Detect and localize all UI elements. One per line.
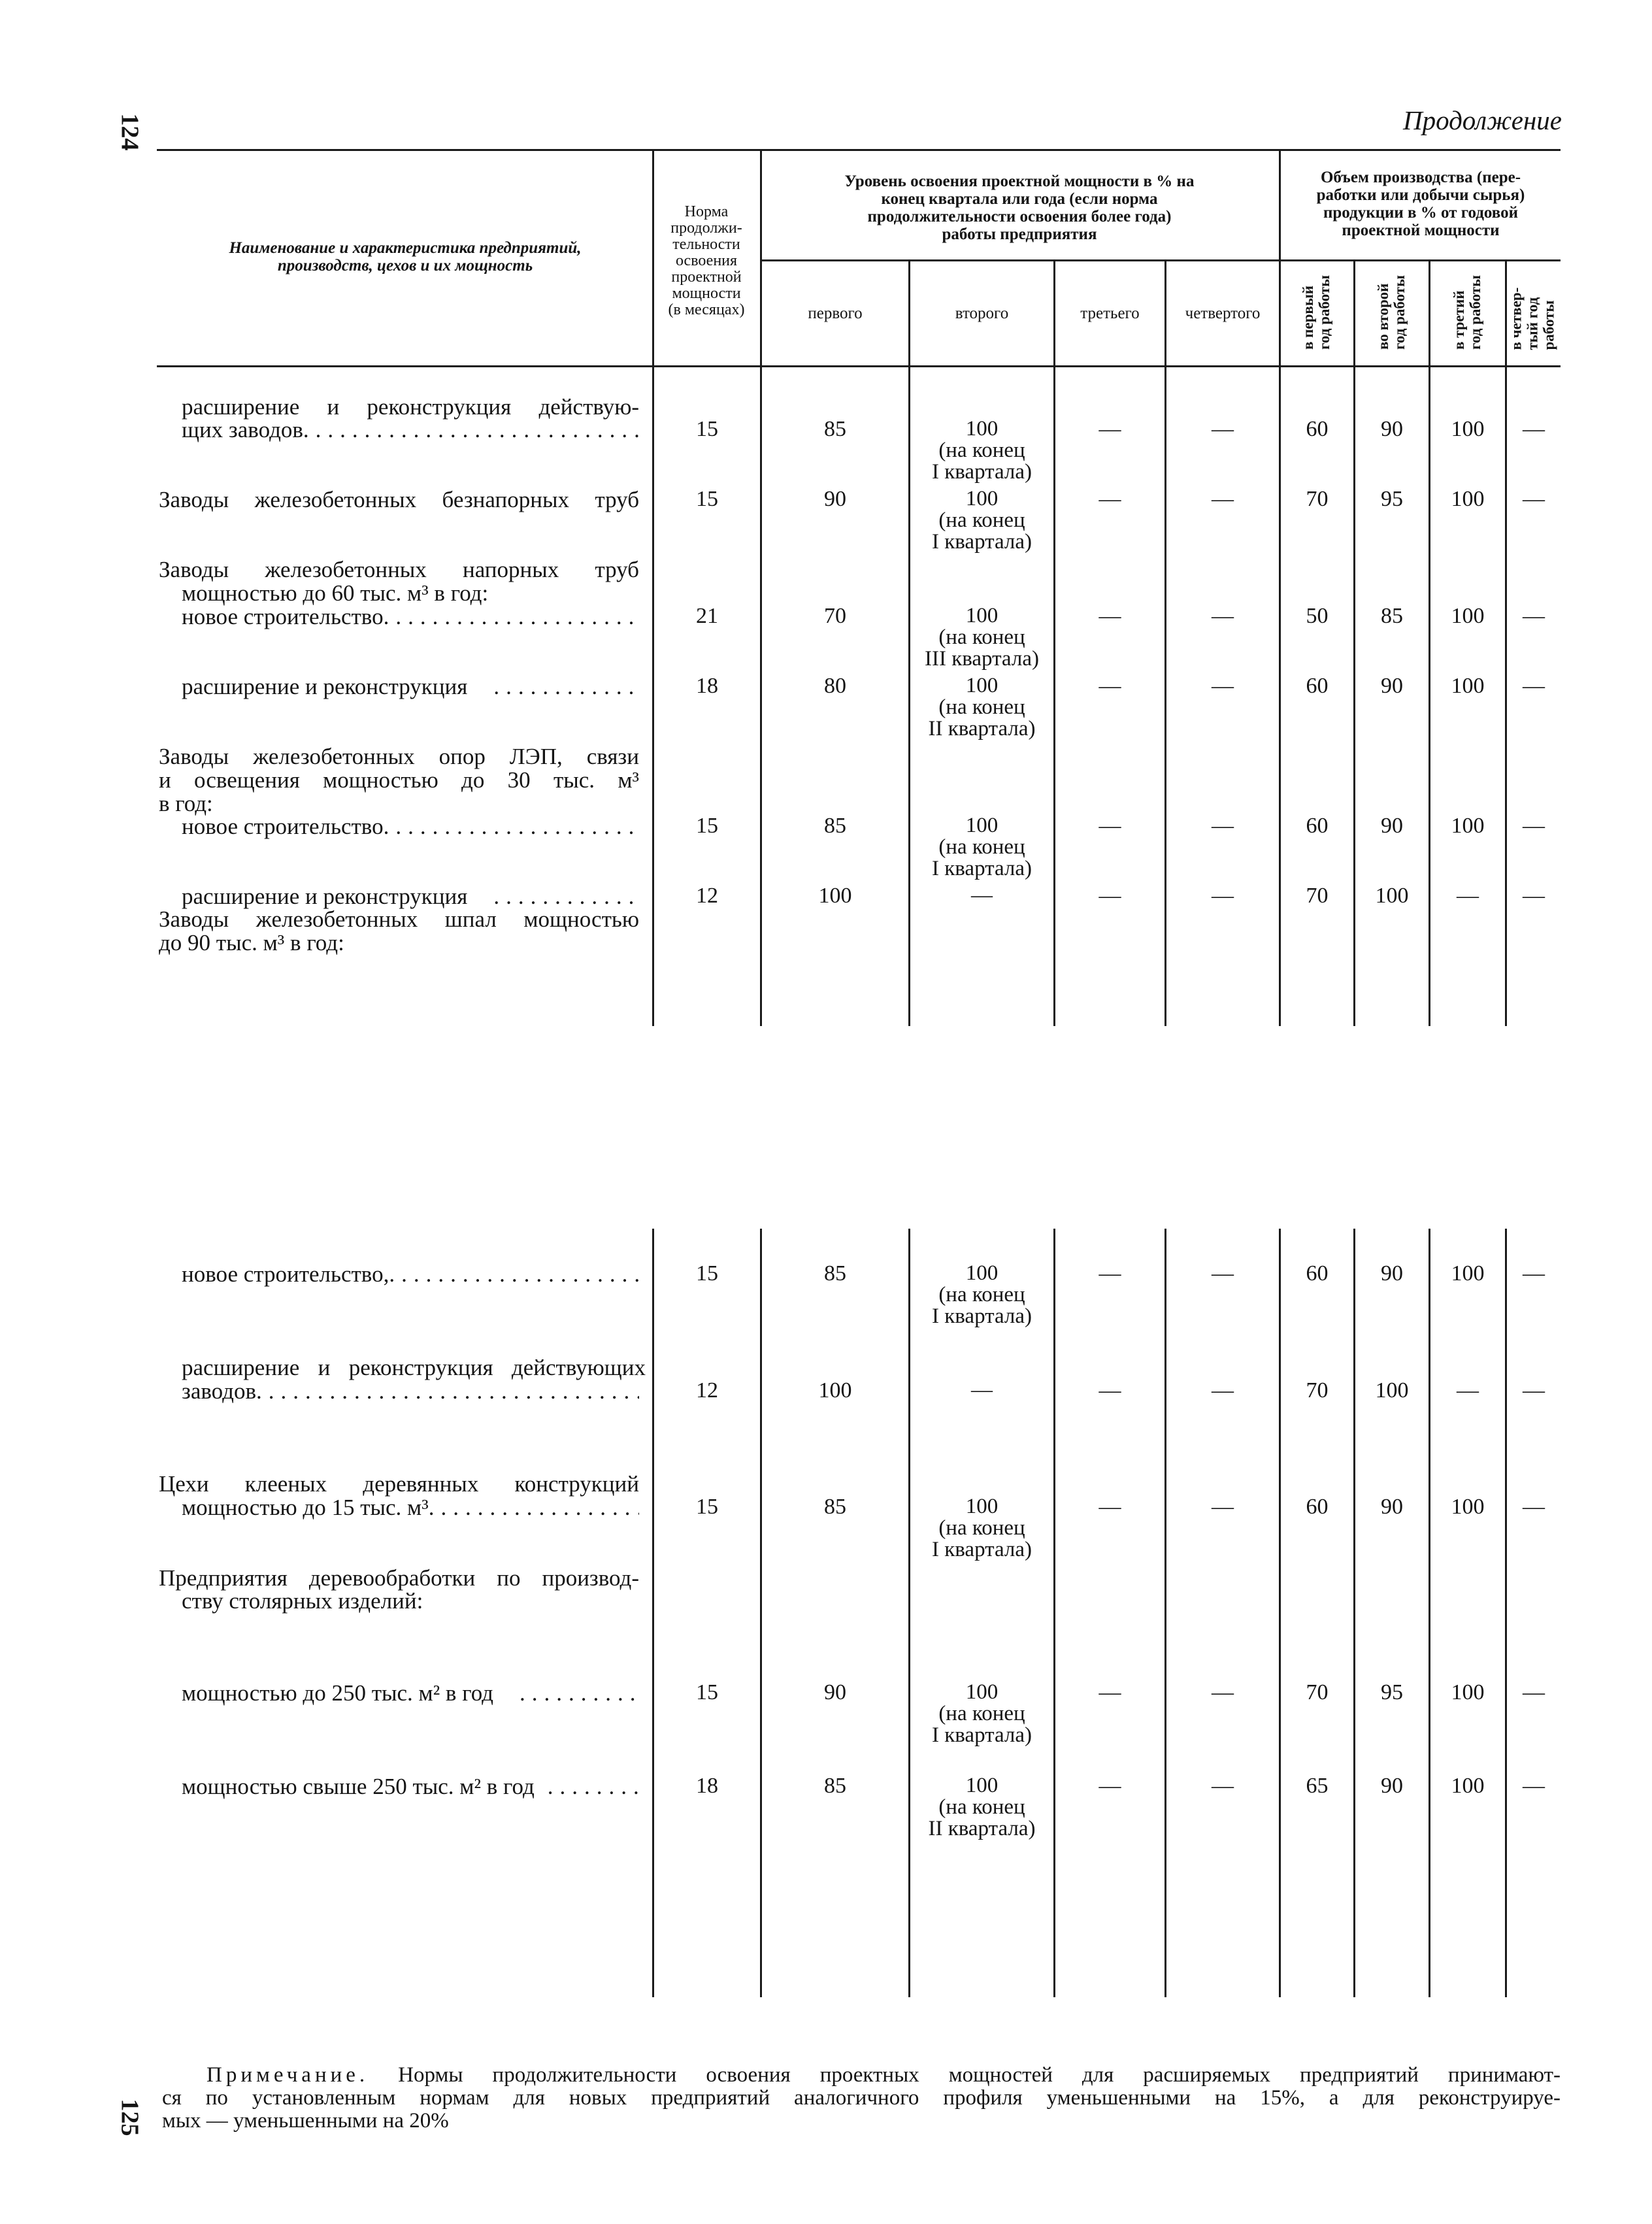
row-name: расширение и реконструкция действующих (182, 1355, 646, 1380)
cell-y2: 90 (1381, 1495, 1403, 1519)
cell-q4: — (1212, 1261, 1234, 1286)
row-name: расширение и реконструкция ..... (182, 675, 639, 698)
cell-q3: — (1099, 1495, 1121, 1519)
body-col-line (1429, 1229, 1430, 1997)
cell-y3: 100 (1451, 1261, 1485, 1286)
cell-y1: 60 (1306, 1261, 1329, 1286)
group-name: до 90 тыс. м³ в год: (159, 930, 344, 955)
cell-q1: 85 (824, 1495, 846, 1519)
cell-q1: 100 (818, 1378, 852, 1402)
cell-y1: 50 (1306, 604, 1329, 628)
cell-norm: 18 (696, 1774, 718, 1798)
row-name: новое строительство ..... (182, 815, 639, 838)
cell-norm: 12 (696, 884, 718, 908)
footnote-label: Примечание. (206, 2063, 369, 2087)
footnote: Примечание. Нормы продолжительности освоения проектных мощностей для расширяемых предприятий принимают- ся по установленным нормам для новых предприятий аналогичного профиля уменьшенными на 15%, а для реконструируе- мых — уменьшенными на 20% (162, 2063, 1561, 2133)
cell-y3: 100 (1451, 814, 1485, 838)
body-col-line (652, 1229, 654, 1997)
cell-q1: 100 (818, 884, 852, 908)
cell-q4: — (1212, 884, 1234, 908)
group-name: Предприятия деревообработки по производ- (159, 1565, 639, 1591)
subheader-rule-volume (1279, 259, 1561, 261)
subheader-rule-level (760, 259, 1279, 261)
cell-y2: 95 (1381, 1680, 1403, 1704)
cell-q2: 100 (на конец I квартала) (932, 1495, 1032, 1561)
header-level-q2: второго (955, 305, 1009, 322)
cell-y3: 100 (1451, 674, 1485, 698)
group-name: и освещения мощностью до 30 тыс. м³ (159, 767, 639, 793)
cell-q2: 100 (на конец III квартала) (925, 604, 1039, 671)
group-name: Заводы железобетонных напорных труб (159, 557, 639, 582)
cell-norm: 15 (696, 487, 718, 511)
row-name: Заводы железобетонных безнапорных труб (159, 487, 639, 512)
cell-y2: 100 (1375, 1378, 1409, 1402)
body-col-line (1353, 1229, 1355, 1997)
header-volume-y3: в третий год работы (1451, 274, 1483, 350)
body-col-line (908, 1229, 910, 1997)
header-norm-col: Норма продолжи- тельности освоения проектной мощности (в месяцах) (668, 203, 745, 318)
cell-q1: 70 (824, 604, 846, 628)
cell-y2: 100 (1375, 884, 1409, 908)
cell-q4: — (1212, 1495, 1234, 1519)
cell-y4: — (1523, 1774, 1545, 1798)
cell-y3: 100 (1451, 604, 1485, 628)
cell-q3: — (1099, 884, 1121, 908)
header-level-q3: третьего (1080, 305, 1140, 322)
cell-y4: — (1523, 1680, 1545, 1704)
cell-q2: 100 (на конец I квартала) (932, 1680, 1032, 1747)
cell-q4: — (1212, 1378, 1234, 1402)
cell-q3: — (1099, 604, 1121, 628)
cell-y1: 60 (1306, 417, 1329, 441)
cell-q3: — (1099, 487, 1121, 511)
cell-y2: 90 (1381, 1774, 1403, 1798)
cell-q4: — (1212, 674, 1234, 698)
cell-q2: 100 (на конец I квартала) (932, 487, 1032, 554)
cell-q4: — (1212, 604, 1234, 628)
body-col-line (1505, 1229, 1507, 1997)
cell-y2: 85 (1381, 604, 1403, 628)
cell-y4: — (1523, 487, 1545, 511)
cell-y1: 70 (1306, 487, 1329, 511)
cell-norm: 15 (696, 417, 718, 441)
body-col-line (1053, 1229, 1055, 1997)
cell-q2: — (971, 884, 993, 907)
row-name: мощностью до 250 тыс. м² в год ..... (182, 1682, 639, 1704)
cell-norm: 18 (696, 674, 718, 698)
header-bottom-rule (157, 365, 1561, 367)
cell-q3: — (1099, 814, 1121, 838)
cell-q1: 85 (824, 814, 846, 838)
cell-y2: 95 (1381, 487, 1403, 511)
body-col-line (760, 1229, 762, 1997)
row-name: мощностью до 15 тыс. м³ ..... (182, 1496, 639, 1519)
header-top-rule (157, 149, 1561, 151)
cell-y3: 100 (1451, 1680, 1485, 1704)
header-level-q4: четвертого (1185, 305, 1261, 322)
cell-q1: 85 (824, 417, 846, 441)
cell-y3: — (1457, 1378, 1479, 1402)
cell-y4: — (1523, 884, 1545, 908)
header-volume-y4: в четвер- тый год работы (1508, 287, 1557, 350)
cell-q4: — (1212, 814, 1234, 838)
cell-y2: 90 (1381, 674, 1403, 698)
cell-y4: — (1523, 1261, 1545, 1286)
cell-q1: 85 (824, 1774, 846, 1798)
header-col-line (1353, 259, 1355, 365)
header-name-col: Наименование и характеристика предприятий, производств, цехов и их мощность (229, 239, 582, 274)
cell-q1: 80 (824, 674, 846, 698)
cell-q1: 90 (824, 487, 846, 511)
body-col-line (1279, 1229, 1281, 1997)
cell-q3: — (1099, 1680, 1121, 1704)
header-col-line (1429, 259, 1430, 365)
cell-q3: — (1099, 1261, 1121, 1286)
row-name: новое строительство, ..... (182, 1263, 639, 1286)
cell-y3: 100 (1451, 417, 1485, 441)
header-level-group: Уровень освоения проектной мощности в % на конец квартала или года (если норма продолжительности освоения более года) работы предприятия (844, 173, 1195, 243)
cell-y1: 60 (1306, 814, 1329, 838)
header-volume-y1: в первый год работы (1300, 274, 1332, 350)
cell-y4: — (1523, 417, 1545, 441)
cell-y3: 100 (1451, 1774, 1485, 1798)
cell-q2: 100 (на конец I квартала) (932, 1261, 1032, 1328)
row-name: расширение и реконструкция ..... (182, 885, 639, 908)
cell-q4: — (1212, 1774, 1234, 1798)
cell-norm: 12 (696, 1378, 718, 1402)
body-col-line (1165, 1229, 1166, 1997)
cell-q1: 90 (824, 1680, 846, 1704)
top-page-number: 124 (116, 113, 144, 151)
row-name: мощностью свыше 250 тыс. м² в год ..... (182, 1775, 646, 1798)
cell-q1: 85 (824, 1261, 846, 1286)
row-name: щих заводов ..... (182, 418, 639, 441)
cell-y4: — (1523, 1495, 1545, 1519)
row-name: новое строительство ..... (182, 605, 639, 628)
cell-y4: — (1523, 674, 1545, 698)
cell-q3: — (1099, 674, 1121, 698)
cell-y1: 65 (1306, 1774, 1329, 1798)
cell-norm: 15 (696, 1680, 718, 1704)
cell-q2: — (971, 1378, 993, 1402)
cell-q2: 100 (на конец II квартала) (928, 1774, 1036, 1840)
cell-y3: 100 (1451, 487, 1485, 511)
cell-norm: 15 (696, 814, 718, 838)
row-name: расширение и реконструкция действую- (182, 394, 639, 420)
cell-y1: 70 (1306, 884, 1329, 908)
row-name: заводов ..... (182, 1380, 639, 1402)
header-level-q1: первого (808, 305, 863, 322)
cell-y1: 70 (1306, 1680, 1329, 1704)
cell-q4: — (1212, 417, 1234, 441)
cell-y1: 60 (1306, 1495, 1329, 1519)
row-name: Цехи клееных деревянных конструкций (159, 1471, 639, 1497)
cell-q2: 100 (на конец I квартала) (932, 814, 1032, 880)
header-col-line (1505, 259, 1507, 365)
header-volume-y2: во второй год работы (1375, 274, 1408, 350)
cell-y1: 60 (1306, 674, 1329, 698)
cell-q2: 100 (на конец I квартала) (932, 417, 1032, 484)
cell-q3: — (1099, 417, 1121, 441)
cell-q2: 100 (на конец II квартала) (928, 674, 1036, 740)
cell-norm: 21 (696, 604, 718, 628)
cell-y2: 90 (1381, 1261, 1403, 1286)
bottom-page-number: 125 (116, 2099, 144, 2136)
continuation-label: Продолжение (1403, 105, 1562, 135)
cell-y4: — (1523, 1378, 1545, 1402)
cell-y3: 100 (1451, 1495, 1485, 1519)
cell-q3: — (1099, 1774, 1121, 1798)
cell-y2: 90 (1381, 814, 1403, 838)
group-name: в год: (159, 791, 213, 816)
cell-y2: 90 (1381, 417, 1403, 441)
group-name: ству столярных изделий: (182, 1588, 423, 1614)
cell-norm: 15 (696, 1261, 718, 1286)
cell-y4: — (1523, 814, 1545, 838)
cell-q3: — (1099, 1378, 1121, 1402)
group-name: мощностью до 60 тыс. м³ в год: (182, 580, 489, 606)
group-name: Заводы железобетонных шпал мощностью (159, 906, 639, 932)
cell-q4: — (1212, 1680, 1234, 1704)
cell-norm: 15 (696, 1495, 718, 1519)
cell-q4: — (1212, 487, 1234, 511)
cell-y3: — (1457, 884, 1479, 908)
cell-y4: — (1523, 604, 1545, 628)
cell-y1: 70 (1306, 1378, 1329, 1402)
group-name: Заводы железобетонных опор ЛЭП, связи (159, 744, 639, 769)
header-volume-group: Объем производства (пере- работки или добычи сырья) продукции в % от годовой проектной мощности (1316, 169, 1525, 239)
